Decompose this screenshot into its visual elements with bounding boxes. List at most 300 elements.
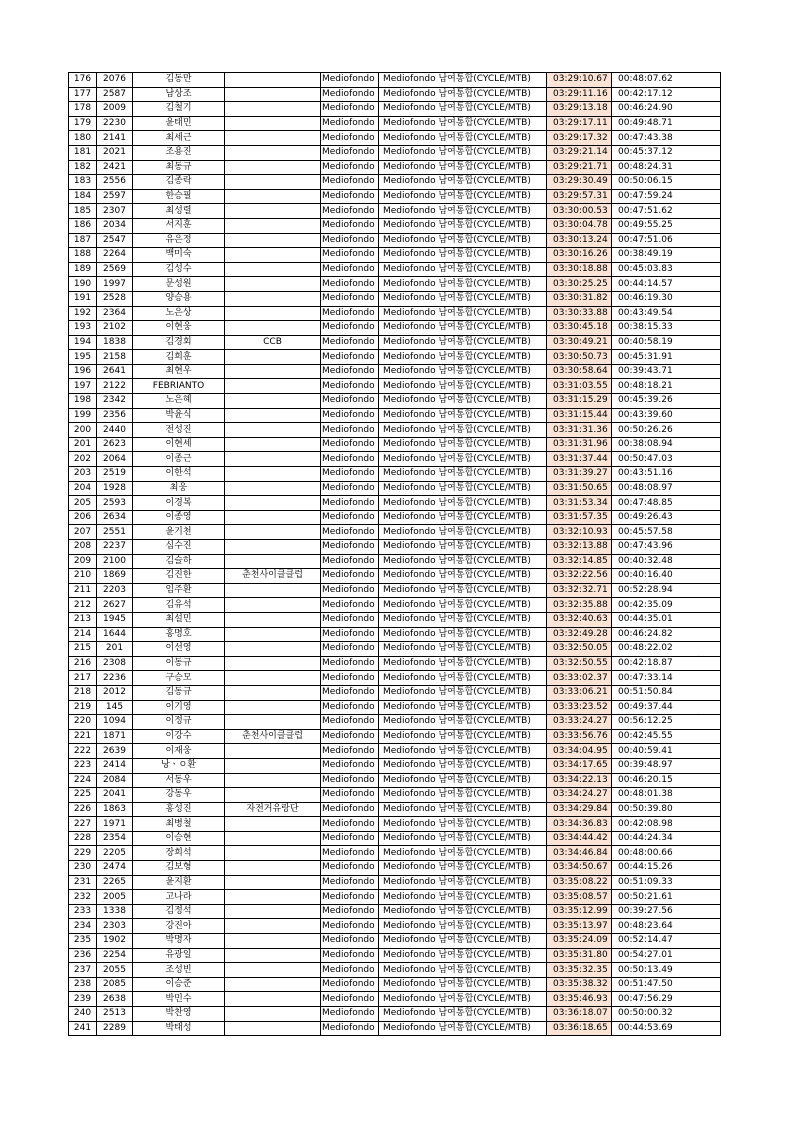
division-cell: Mediofondo 남여통합(CYCLE/MTB) xyxy=(379,423,547,438)
bib-cell: 2265 xyxy=(97,875,133,890)
division-cell: Mediofondo 남여통합(CYCLE/MTB) xyxy=(379,233,547,248)
name-cell: 최병철 xyxy=(133,817,225,832)
category-cell: Mediofondo xyxy=(321,554,379,569)
name-cell: 낭ㆍㅇ환 xyxy=(133,758,225,773)
table-row xyxy=(69,233,721,248)
bib-cell: 2474 xyxy=(97,861,133,876)
table-row xyxy=(69,218,721,233)
name-cell: 유은정 xyxy=(133,233,225,248)
table-row xyxy=(69,1007,721,1022)
gap-cell: 00:52:28.94 xyxy=(612,583,721,598)
name-cell: 김철기 xyxy=(133,102,225,117)
time-cell: 03:29:57.31 xyxy=(547,189,612,204)
division-cell: Mediofondo 남여통합(CYCLE/MTB) xyxy=(379,467,547,482)
name-cell: 임주환 xyxy=(133,583,225,598)
division-cell: Mediofondo 남여통합(CYCLE/MTB) xyxy=(379,1007,547,1022)
division-cell: Mediofondo 남여통합(CYCLE/MTB) xyxy=(379,992,547,1007)
time-cell: 03:34:04.95 xyxy=(547,744,612,759)
rank-cell: 178 xyxy=(69,102,97,117)
category-cell: Mediofondo xyxy=(321,408,379,423)
gap-cell: 00:42:45.55 xyxy=(612,729,721,744)
category-cell: Mediofondo xyxy=(321,744,379,759)
name-cell: 이현세 xyxy=(133,437,225,452)
table-row xyxy=(69,145,721,160)
bib-cell: 1338 xyxy=(97,904,133,919)
time-cell: 03:32:14.85 xyxy=(547,554,612,569)
gap-cell: 00:47:48.85 xyxy=(612,496,721,511)
rank-cell: 186 xyxy=(69,218,97,233)
time-cell: 03:31:53.34 xyxy=(547,496,612,511)
bib-cell: 2122 xyxy=(97,379,133,394)
club-cell xyxy=(225,992,321,1007)
category-cell: Mediofondo xyxy=(321,467,379,482)
category-cell: Mediofondo xyxy=(321,262,379,277)
rank-cell: 220 xyxy=(69,715,97,730)
club-cell xyxy=(225,423,321,438)
category-cell: Mediofondo xyxy=(321,1007,379,1022)
name-cell: 강동우 xyxy=(133,788,225,803)
bib-cell: 2638 xyxy=(97,992,133,1007)
table-row xyxy=(69,306,721,321)
gap-cell: 00:51:09.33 xyxy=(612,875,721,890)
rank-cell: 183 xyxy=(69,175,97,190)
table-row xyxy=(69,977,721,992)
division-cell: Mediofondo 남여통합(CYCLE/MTB) xyxy=(379,788,547,803)
division-cell: Mediofondo 남여통합(CYCLE/MTB) xyxy=(379,102,547,117)
table-row xyxy=(69,277,721,292)
division-cell: Mediofondo 남여통합(CYCLE/MTB) xyxy=(379,802,547,817)
division-cell: Mediofondo 남여통합(CYCLE/MTB) xyxy=(379,642,547,657)
gap-cell: 00:48:08.97 xyxy=(612,481,721,496)
time-cell: 03:34:50.67 xyxy=(547,861,612,876)
category-cell: Mediofondo xyxy=(321,116,379,131)
gap-cell: 00:42:18.87 xyxy=(612,656,721,671)
club-cell xyxy=(225,744,321,759)
table-row xyxy=(69,364,721,379)
table-row xyxy=(69,729,721,744)
time-cell: 03:34:29.84 xyxy=(547,802,612,817)
rank-cell: 218 xyxy=(69,685,97,700)
division-cell: Mediofondo 남여통합(CYCLE/MTB) xyxy=(379,744,547,759)
club-cell xyxy=(225,525,321,540)
table-row xyxy=(69,175,721,190)
division-cell: Mediofondo 남여통합(CYCLE/MTB) xyxy=(379,73,547,88)
division-cell: Mediofondo 남여통합(CYCLE/MTB) xyxy=(379,934,547,949)
category-cell: Mediofondo xyxy=(321,890,379,905)
table-row xyxy=(69,496,721,511)
category-cell: Mediofondo xyxy=(321,934,379,949)
category-cell: Mediofondo xyxy=(321,481,379,496)
time-cell: 03:30:25.25 xyxy=(547,277,612,292)
time-cell: 03:34:24.27 xyxy=(547,788,612,803)
division-cell: Mediofondo 남여통합(CYCLE/MTB) xyxy=(379,671,547,686)
club-cell: CCB xyxy=(225,335,321,350)
category-cell: Mediofondo xyxy=(321,379,379,394)
table-row xyxy=(69,758,721,773)
rank-cell: 209 xyxy=(69,554,97,569)
rank-cell: 188 xyxy=(69,248,97,263)
rank-cell: 191 xyxy=(69,291,97,306)
club-cell xyxy=(225,1007,321,1022)
division-cell: Mediofondo 남여통합(CYCLE/MTB) xyxy=(379,773,547,788)
name-cell: 윤지환 xyxy=(133,875,225,890)
name-cell: 박태성 xyxy=(133,1021,225,1036)
bib-cell: 2547 xyxy=(97,233,133,248)
gap-cell: 00:38:15.33 xyxy=(612,321,721,336)
category-cell: Mediofondo xyxy=(321,145,379,160)
rank-cell: 206 xyxy=(69,510,97,525)
category-cell: Mediofondo xyxy=(321,846,379,861)
division-cell: Mediofondo 남여통합(CYCLE/MTB) xyxy=(379,394,547,409)
rank-cell: 235 xyxy=(69,934,97,949)
gap-cell: 00:46:24.82 xyxy=(612,627,721,642)
bib-cell: 2005 xyxy=(97,890,133,905)
gap-cell: 00:45:37.12 xyxy=(612,145,721,160)
table-row xyxy=(69,627,721,642)
time-cell: 03:31:50.65 xyxy=(547,481,612,496)
table-row xyxy=(69,102,721,117)
category-cell: Mediofondo xyxy=(321,817,379,832)
time-cell: 03:30:18.88 xyxy=(547,262,612,277)
gap-cell: 00:42:08.98 xyxy=(612,817,721,832)
name-cell: 이재웅 xyxy=(133,744,225,759)
name-cell: 김종락 xyxy=(133,175,225,190)
bib-cell: 1928 xyxy=(97,481,133,496)
division-cell: Mediofondo 남여통합(CYCLE/MTB) xyxy=(379,145,547,160)
table-row xyxy=(69,131,721,146)
club-cell xyxy=(225,554,321,569)
name-cell: 고나라 xyxy=(133,890,225,905)
table-row xyxy=(69,802,721,817)
rank-cell: 225 xyxy=(69,788,97,803)
club-cell xyxy=(225,540,321,555)
category-cell: Mediofondo xyxy=(321,583,379,598)
club-cell xyxy=(225,291,321,306)
category-cell: Mediofondo xyxy=(321,321,379,336)
club-cell xyxy=(225,204,321,219)
club-cell xyxy=(225,73,321,88)
club-cell xyxy=(225,788,321,803)
club-cell xyxy=(225,452,321,467)
table-row xyxy=(69,569,721,584)
rank-cell: 226 xyxy=(69,802,97,817)
division-cell: Mediofondo 남여통합(CYCLE/MTB) xyxy=(379,160,547,175)
gap-cell: 00:47:56.29 xyxy=(612,992,721,1007)
time-cell: 03:30:00.53 xyxy=(547,204,612,219)
bib-cell: 1869 xyxy=(97,569,133,584)
gap-cell: 00:43:51.16 xyxy=(612,467,721,482)
club-cell: 춘천사이클클럽 xyxy=(225,569,321,584)
time-cell: 03:31:15.29 xyxy=(547,394,612,409)
time-cell: 03:33:06.21 xyxy=(547,685,612,700)
table-row xyxy=(69,671,721,686)
club-cell xyxy=(225,116,321,131)
gap-cell: 00:48:00.66 xyxy=(612,846,721,861)
division-cell: Mediofondo 남여통합(CYCLE/MTB) xyxy=(379,481,547,496)
gap-cell: 00:39:48.97 xyxy=(612,758,721,773)
table-row xyxy=(69,248,721,263)
club-cell xyxy=(225,145,321,160)
time-cell: 03:32:50.05 xyxy=(547,642,612,657)
table-row xyxy=(69,612,721,627)
gap-cell: 00:50:21.61 xyxy=(612,890,721,905)
table-row xyxy=(69,744,721,759)
stray-mark: . xyxy=(697,708,700,718)
table-row xyxy=(69,160,721,175)
gap-cell: 00:47:43.96 xyxy=(612,540,721,555)
rank-cell: 185 xyxy=(69,204,97,219)
table-row xyxy=(69,189,721,204)
name-cell: 이승현 xyxy=(133,831,225,846)
division-cell: Mediofondo 남여통합(CYCLE/MTB) xyxy=(379,496,547,511)
table-row xyxy=(69,846,721,861)
bib-cell: 2055 xyxy=(97,963,133,978)
name-cell: 최세근 xyxy=(133,131,225,146)
club-cell xyxy=(225,189,321,204)
bib-cell: 2034 xyxy=(97,218,133,233)
time-cell: 03:31:39.27 xyxy=(547,467,612,482)
rank-cell: 224 xyxy=(69,773,97,788)
name-cell: 양승용 xyxy=(133,291,225,306)
time-cell: 03:36:18.07 xyxy=(547,1007,612,1022)
club-cell xyxy=(225,350,321,365)
gap-cell: 00:50:13.49 xyxy=(612,963,721,978)
gap-cell: 00:46:24.90 xyxy=(612,102,721,117)
category-cell: Mediofondo xyxy=(321,510,379,525)
club-cell xyxy=(225,758,321,773)
division-cell: Mediofondo 남여통합(CYCLE/MTB) xyxy=(379,540,547,555)
bib-cell: 2639 xyxy=(97,744,133,759)
table-row xyxy=(69,321,721,336)
category-cell: Mediofondo xyxy=(321,364,379,379)
club-cell xyxy=(225,963,321,978)
time-cell: 03:31:57.35 xyxy=(547,510,612,525)
division-cell: Mediofondo 남여통합(CYCLE/MTB) xyxy=(379,817,547,832)
time-cell: 03:32:49.28 xyxy=(547,627,612,642)
bib-cell: 2354 xyxy=(97,831,133,846)
time-cell: 03:34:17.65 xyxy=(547,758,612,773)
club-cell xyxy=(225,233,321,248)
table-row xyxy=(69,788,721,803)
time-cell: 03:35:31.80 xyxy=(547,948,612,963)
category-cell: Mediofondo xyxy=(321,671,379,686)
category-cell: Mediofondo xyxy=(321,729,379,744)
rank-cell: 238 xyxy=(69,977,97,992)
club-cell xyxy=(225,218,321,233)
club-cell xyxy=(225,671,321,686)
division-cell: Mediofondo 남여통합(CYCLE/MTB) xyxy=(379,948,547,963)
name-cell: 심수진 xyxy=(133,540,225,555)
table-row xyxy=(69,423,721,438)
table-row xyxy=(69,992,721,1007)
table-row xyxy=(69,773,721,788)
club-cell xyxy=(225,817,321,832)
category-cell: Mediofondo xyxy=(321,437,379,452)
time-cell: 03:32:10.93 xyxy=(547,525,612,540)
rank-cell: 210 xyxy=(69,569,97,584)
division-cell: Mediofondo 남여통합(CYCLE/MTB) xyxy=(379,904,547,919)
name-cell: 김동만 xyxy=(133,73,225,88)
gap-cell: 00:48:22.02 xyxy=(612,642,721,657)
gap-cell: 00:45:31.91 xyxy=(612,350,721,365)
gap-cell: 00:56:12.25 xyxy=(612,715,721,730)
bib-cell: 2342 xyxy=(97,394,133,409)
rank-cell: 234 xyxy=(69,919,97,934)
division-cell: Mediofondo 남여통합(CYCLE/MTB) xyxy=(379,831,547,846)
gap-cell: 00:51:50.84 xyxy=(612,685,721,700)
bib-cell: 2307 xyxy=(97,204,133,219)
bib-cell: 2102 xyxy=(97,321,133,336)
rank-cell: 181 xyxy=(69,145,97,160)
name-cell: 김동규 xyxy=(133,685,225,700)
table-row xyxy=(69,715,721,730)
bib-cell: 2623 xyxy=(97,437,133,452)
category-cell: Mediofondo xyxy=(321,963,379,978)
gap-cell: 00:52:14.47 xyxy=(612,934,721,949)
name-cell: 박찬영 xyxy=(133,1007,225,1022)
club-cell xyxy=(225,467,321,482)
results-body xyxy=(69,73,721,1036)
rank-cell: 203 xyxy=(69,467,97,482)
division-cell: Mediofondo 남여통합(CYCLE/MTB) xyxy=(379,189,547,204)
gap-cell: 00:39:27.56 xyxy=(612,904,721,919)
name-cell: 이승준 xyxy=(133,977,225,992)
bib-cell: 2085 xyxy=(97,977,133,992)
division-cell: Mediofondo 남여통합(CYCLE/MTB) xyxy=(379,291,547,306)
club-cell xyxy=(225,496,321,511)
club-cell xyxy=(225,685,321,700)
rank-cell: 205 xyxy=(69,496,97,511)
category-cell: Mediofondo xyxy=(321,540,379,555)
rank-cell: 198 xyxy=(69,394,97,409)
club-cell xyxy=(225,583,321,598)
club-cell xyxy=(225,248,321,263)
category-cell: Mediofondo xyxy=(321,861,379,876)
category-cell: Mediofondo xyxy=(321,612,379,627)
time-cell: 03:31:15.44 xyxy=(547,408,612,423)
bib-cell: 2528 xyxy=(97,291,133,306)
table-row xyxy=(69,948,721,963)
club-cell: 자전거유랑단 xyxy=(225,802,321,817)
table-row xyxy=(69,934,721,949)
table-row xyxy=(69,291,721,306)
time-cell: 03:29:11.16 xyxy=(547,87,612,102)
time-cell: 03:35:08.22 xyxy=(547,875,612,890)
bib-cell: 2303 xyxy=(97,919,133,934)
division-cell: Mediofondo 남여통합(CYCLE/MTB) xyxy=(379,685,547,700)
category-cell: Mediofondo xyxy=(321,102,379,117)
rank-cell: 194 xyxy=(69,335,97,350)
club-cell xyxy=(225,627,321,642)
name-cell: 김슬하 xyxy=(133,554,225,569)
stray-mark: . xyxy=(697,650,700,660)
name-cell: 홍명호 xyxy=(133,627,225,642)
bib-cell: 2041 xyxy=(97,788,133,803)
club-cell xyxy=(225,379,321,394)
gap-cell: 00:50:39.80 xyxy=(612,802,721,817)
bib-cell: 2012 xyxy=(97,685,133,700)
gap-cell: 00:46:19.30 xyxy=(612,291,721,306)
bib-cell: 145 xyxy=(97,700,133,715)
bib-cell: 2236 xyxy=(97,671,133,686)
name-cell: 서지훈 xyxy=(133,218,225,233)
rank-cell: 215 xyxy=(69,642,97,657)
rank-cell: 197 xyxy=(69,379,97,394)
rank-cell: 240 xyxy=(69,1007,97,1022)
name-cell: 강진아 xyxy=(133,919,225,934)
division-cell: Mediofondo 남여통합(CYCLE/MTB) xyxy=(379,335,547,350)
category-cell: Mediofondo xyxy=(321,175,379,190)
category-cell: Mediofondo xyxy=(321,218,379,233)
name-cell: 박민수 xyxy=(133,992,225,1007)
name-cell: 김보형 xyxy=(133,861,225,876)
bib-cell: 2440 xyxy=(97,423,133,438)
bib-cell: 2100 xyxy=(97,554,133,569)
gap-cell: 00:48:18.21 xyxy=(612,379,721,394)
table-row xyxy=(69,656,721,671)
club-cell xyxy=(225,919,321,934)
gap-cell: 00:44:24.34 xyxy=(612,831,721,846)
name-cell: 이경복 xyxy=(133,496,225,511)
division-cell: Mediofondo 남여통합(CYCLE/MTB) xyxy=(379,350,547,365)
rank-cell: 190 xyxy=(69,277,97,292)
club-cell xyxy=(225,642,321,657)
division-cell: Mediofondo 남여통합(CYCLE/MTB) xyxy=(379,248,547,263)
category-cell: Mediofondo xyxy=(321,700,379,715)
gap-cell: 00:44:14.57 xyxy=(612,277,721,292)
category-cell: Mediofondo xyxy=(321,992,379,1007)
category-cell: Mediofondo xyxy=(321,773,379,788)
name-cell: 이종영 xyxy=(133,510,225,525)
rank-cell: 237 xyxy=(69,963,97,978)
division-cell: Mediofondo 남여통합(CYCLE/MTB) xyxy=(379,700,547,715)
rank-cell: 196 xyxy=(69,364,97,379)
category-cell: Mediofondo xyxy=(321,233,379,248)
rank-cell: 239 xyxy=(69,992,97,1007)
rank-cell: 204 xyxy=(69,481,97,496)
club-cell xyxy=(225,890,321,905)
name-cell: 조용진 xyxy=(133,145,225,160)
time-cell: 03:29:21.71 xyxy=(547,160,612,175)
gap-cell: 00:43:49.54 xyxy=(612,306,721,321)
name-cell: 김성수 xyxy=(133,262,225,277)
time-cell: 03:29:17.32 xyxy=(547,131,612,146)
category-cell: Mediofondo xyxy=(321,948,379,963)
time-cell: 03:29:13.18 xyxy=(547,102,612,117)
gap-cell: 00:40:16.40 xyxy=(612,569,721,584)
gap-cell: 00:49:26.43 xyxy=(612,510,721,525)
rank-cell: 199 xyxy=(69,408,97,423)
table-row xyxy=(69,904,721,919)
rank-cell: 241 xyxy=(69,1021,97,1036)
time-cell: 03:29:17.11 xyxy=(547,116,612,131)
time-cell: 03:30:04.78 xyxy=(547,218,612,233)
rank-cell: 207 xyxy=(69,525,97,540)
rank-cell: 228 xyxy=(69,831,97,846)
club-cell xyxy=(225,510,321,525)
bib-cell: 2587 xyxy=(97,87,133,102)
time-cell: 03:35:24.09 xyxy=(547,934,612,949)
division-cell: Mediofondo 남여통합(CYCLE/MTB) xyxy=(379,525,547,540)
table-row xyxy=(69,598,721,613)
name-cell: 구승모 xyxy=(133,671,225,686)
table-row xyxy=(69,831,721,846)
table-row xyxy=(69,583,721,598)
time-cell: 03:33:56.76 xyxy=(547,729,612,744)
time-cell: 03:30:31.82 xyxy=(547,291,612,306)
gap-cell: 00:49:55.25 xyxy=(612,218,721,233)
division-cell: Mediofondo 남여통합(CYCLE/MTB) xyxy=(379,554,547,569)
